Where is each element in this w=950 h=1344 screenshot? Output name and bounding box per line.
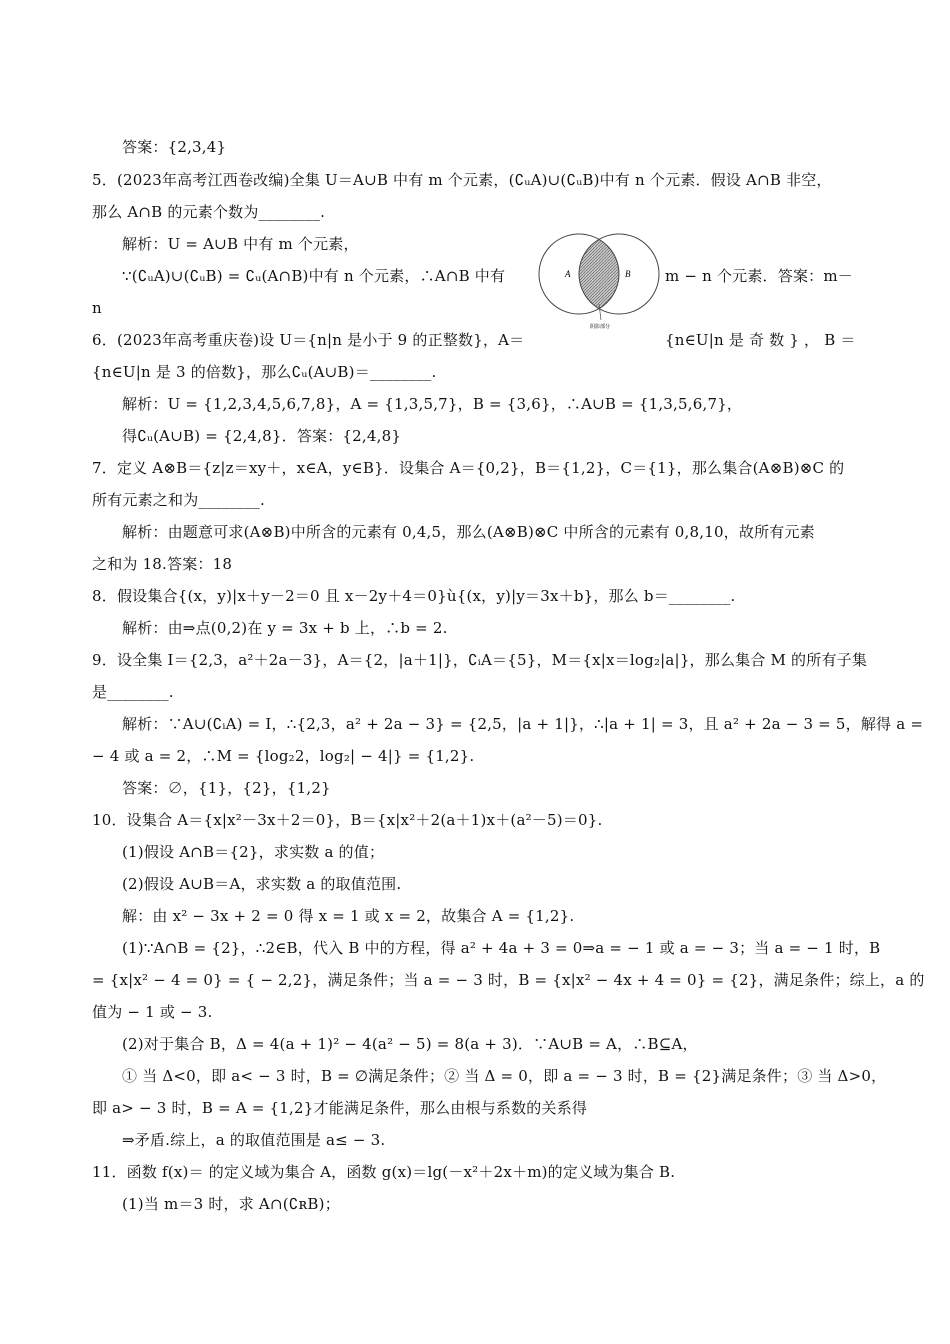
question-9: 9．设全集 I＝{2,3，a²＋2a－3}，A＝{2，|a＋1|}，∁ᵢA＝{5}，M＝{x|x＝log₂|a|}，那么集合 M 的所有子集 [92, 651, 868, 669]
venn-label-b: B [625, 269, 631, 279]
question-6-cont: {n∈U|n 是 3 的倍数}，那么∁ᵤ(A∪B)＝________. [92, 363, 437, 381]
question-7: 7．定义 A⊗B＝{z|z＝xy＋，x∈A，y∈B}．设集合 A＝{0,2}，B＝{1,2}，C＝{1}，那么集合(A⊗B)⊗C 的 [92, 459, 845, 477]
venn-caption: 阴影部分 [590, 324, 611, 330]
solution-8: 解析：由⇒点(0,2)在 y = 3x + b 上，∴b = 2. [122, 619, 448, 637]
question-9-cont: 是________. [92, 683, 174, 701]
solution-7-line1: 解析：由题意可求(A⊗B)中所含的元素有 0,4,5，那么(A⊗B)⊗C 中所含的元素有 0,8,10，故所有元素 [122, 523, 815, 541]
solution-6-line2: 得∁ᵤ(A∪B) = {2,4,8}．答案：{2,4,8} [122, 427, 402, 445]
venn-diagram [535, 232, 663, 330]
solution-5-line2-right: m − n 个元素．答案：m－ [665, 267, 853, 285]
solution-10-part2-line1: (2)对于集合 B，Δ = 4(a + 1)² − 4(a² − 5) = 8(a + 3)．∵A∪B = A，∴B⊆A， [122, 1035, 698, 1053]
question-11-part1: (1)当 m＝3 时，求 A∩(∁ʀB)； [122, 1195, 340, 1213]
solution-10-part1-line1: (1)∵A∩B = {2}，∴2∈B，代入 B 中的方程，得 a² + 4a + 3 = 0⇒a = − 1 或 a = − 3；当 a = − 1 时，B [122, 939, 881, 957]
solution-9-line1: 解析：∵A∪(∁ᵢA) = I，∴{2,3，a² + 2a − 3} = {2,5，|a + 1|}，∴|a + 1| = 3，且 a² + 2a − 3 = 5，解得 a = [122, 715, 924, 733]
solution-10-part1-line3: 值为 − 1 或 − 3. [92, 1003, 213, 1021]
question-6: 6．(2023年高考重庆卷)设 U＝{n|n 是小于 9 的正整数}，A＝ [92, 331, 525, 349]
question-11: 11．函数 f(x)＝ 的定义域为集合 A，函数 g(x)＝lg(－x²＋2x＋m)的定义域为集合 B. [92, 1163, 676, 1181]
solution-10-part2-line2: ① 当 Δ<0，即 a< − 3 时，B = ∅满足条件；② 当 Δ = 0，即 a = − 3 时，B = {2}满足条件；③ 当 Δ>0， [122, 1067, 887, 1085]
solution-5-line2: ∵(∁ᵤA)∪(∁ᵤB) = ∁ᵤ(A∩B)中有 n 个元素，∴A∩B 中有 [122, 267, 506, 285]
answer-q4: 答案：{2,3,4} [122, 138, 227, 156]
venn-label-a: A [565, 269, 571, 279]
question-10-part1: (1)假设 A∩B＝{2}，求实数 a 的值； [122, 843, 385, 861]
question-7-cont: 所有元素之和为________. [92, 491, 265, 509]
solution-10-intro: 解：由 x² − 3x + 2 = 0 得 x = 1 或 x = 2，故集合 A = {1,2}. [122, 907, 575, 925]
solution-7-line2: 之和为 18.答案：18 [92, 555, 233, 573]
solution-6-line1: 解析：U = {1,2,3,4,5,6,7,8}，A = {1,3,5,7}，B = {3,6}，∴A∪B = {1,3,5,6,7}， [122, 395, 743, 413]
solution-9-line2: − 4 或 a = 2，∴M = {log₂2，log₂| − 4|} = {1,2}. [92, 747, 475, 765]
question-8: 8．假设集合{(x，y)|x＋y－2＝0 且 x－2y＋4＝0}ù{(x，y)|y＝3x＋b}，那么 b＝________. [92, 587, 736, 605]
question-5-cont: 那么 A∩B 的元素个数为________. [92, 203, 326, 221]
question-10-part2: (2)假设 A∪B＝A，求实数 a 的取值范围. [122, 875, 402, 893]
solution-5-line1: 解析：U = A∪B 中有 m 个元素， [122, 235, 359, 253]
solution-10-part2-line4: ⇒矛盾.综上，a 的取值范围是 a≤ − 3. [122, 1131, 386, 1149]
solution-5-line3: n [92, 299, 102, 317]
answer-9: 答案：∅，{1}，{2}，{1,2} [122, 779, 331, 797]
question-10: 10．设集合 A＝{x|x²－3x＋2＝0}，B＝{x|x²＋2(a＋1)x＋(a²－5)＝0}. [92, 811, 603, 829]
solution-10-part2-line3: 即 a> − 3 时，B = A = {1,2}才能满足条件，那么由根与系数的关系得 [92, 1099, 588, 1117]
solution-10-part1-line2: = {x|x² − 4 = 0} = { − 2,2}，满足条件；当 a = − 3 时，B = {x|x² − 4x + 4 = 0} = {2}，满足条件；综上，a 的 [92, 971, 925, 989]
question-6-right: {n∈U|n 是 奇 数 } ， B ＝ [665, 331, 856, 349]
question-5: 5．(2023年高考江西卷改编)全集 U＝A∪B 中有 m 个元素，(∁ᵤA)∪(∁ᵤB)中有 n 个元素．假设 A∩B 非空， [92, 171, 832, 189]
